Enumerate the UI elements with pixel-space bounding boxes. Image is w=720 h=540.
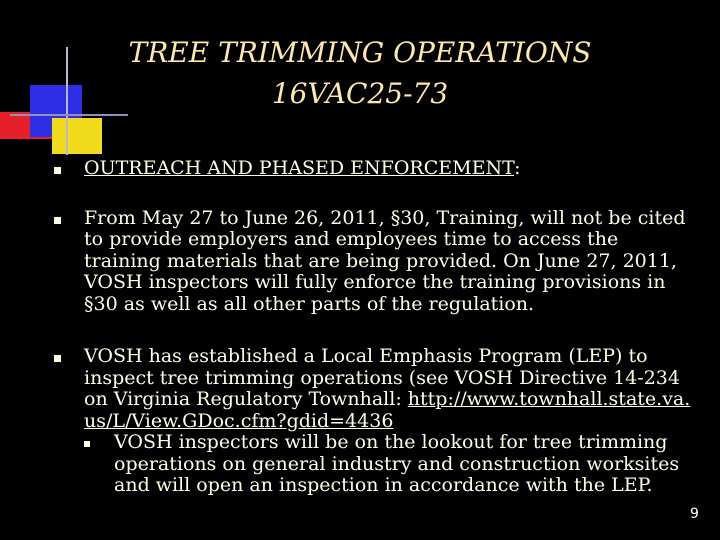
training-text: From May 27 to June 26, 2011, §30, Training, will not be cited to provide employers and employees time to access the training materials that are being provided. On June 27, 2011, VOSH inspectors will fully enforce the training provisions in §30 as well as all other parts of the regulation. [84,206,686,315]
lookout-text: VOSH inspectors will be on the lookout for tree trimming operations on general industry and construction worksites and will open an inspection in accordance with the LEP. [114,431,680,496]
logo-yellow-square [52,118,102,154]
sub-bullet-lookout [84,432,694,497]
page-number: 9 [690,506,699,522]
bullet-square-icon [54,355,61,362]
bullet-square-icon [54,217,61,224]
bullet-text [84,158,694,180]
bullet-training [54,208,694,316]
bullet-square-icon [54,167,61,174]
outreach-colon: : [514,157,521,179]
bullet-text [84,346,694,432]
outreach-heading: OUTREACH AND PHASED ENFORCEMENT [84,157,515,179]
slide-title [0,32,720,114]
sub-bullet-square-icon [84,441,90,447]
bullet-lep [54,346,694,497]
bullet-list [54,158,694,497]
title-line-1: TREE TRIMMING OPERATIONS [128,36,592,69]
title-line-2: 16VAC25-73 [271,77,449,110]
lep-text: VOSH has established a Local Emphasis Program (LEP) to inspect tree trimming operations (see VOSH Directive 14-234 on Virginia Regulatory Townhall: [84,345,680,410]
logo-horizontal-line [10,114,128,116]
bullet-outreach [54,158,694,180]
townhall-link[interactable]: http://www.townhall.state.va.us/L/View.GDoc.cfm?gdid=4436 [84,388,691,432]
